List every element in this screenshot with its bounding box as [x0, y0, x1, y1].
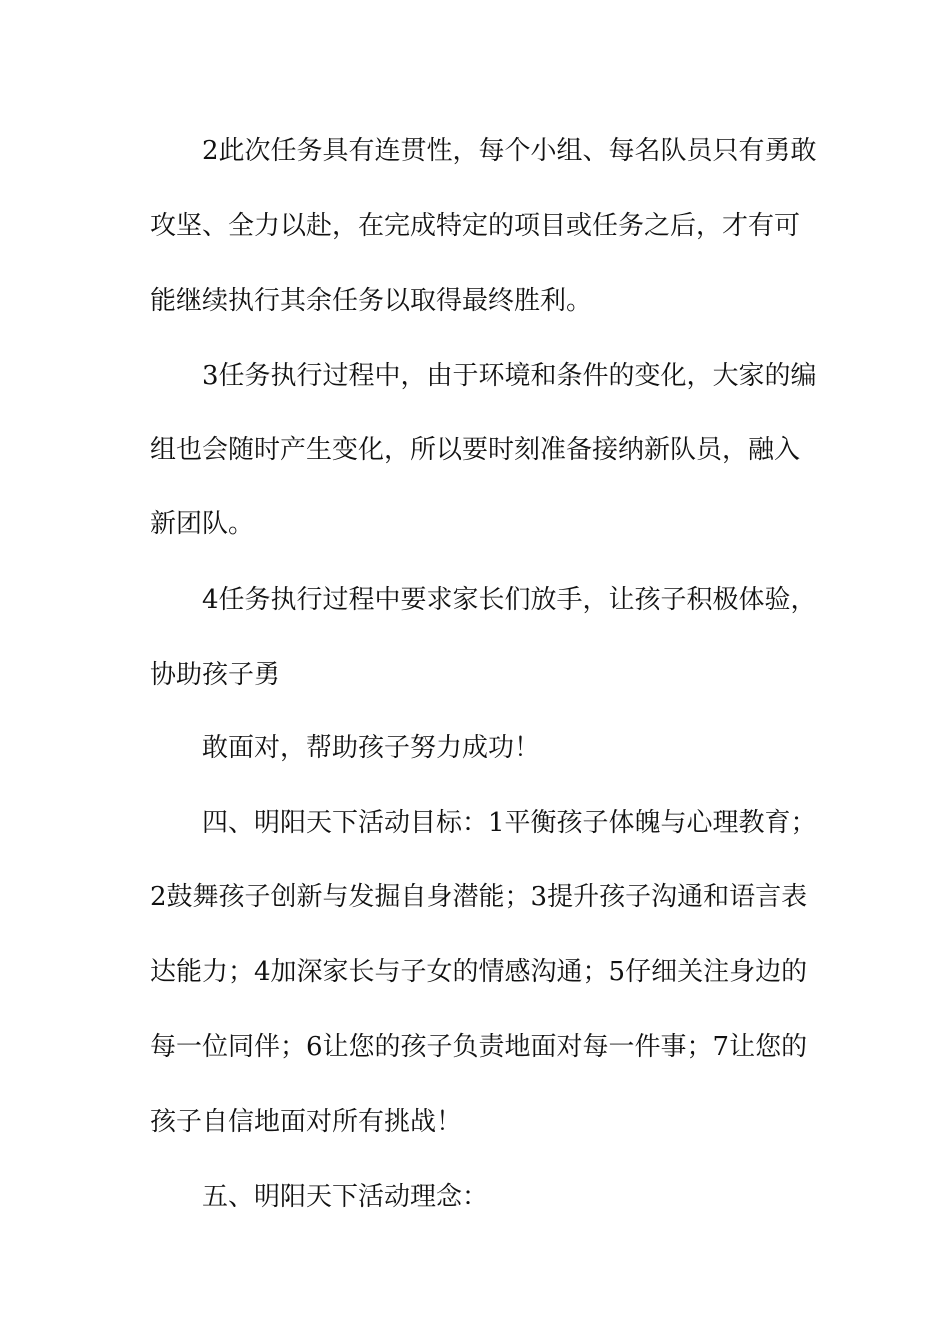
- paragraph-2-line-1: 2此次任务具有连贯性，每个小组、每名队员只有勇敢: [202, 136, 817, 166]
- section-4-line-5: 孩子自信地面对所有挑战！: [150, 1107, 463, 1137]
- section-4-line-4: 每一位同伴；6让您的孩子负责地面对每一件事；7让您的: [150, 1032, 808, 1062]
- paragraph-4b-line-1: 敢面对，帮助孩子努力成功！: [202, 733, 541, 763]
- paragraph-4-line-2: 协助孩子勇: [150, 660, 281, 690]
- section-4-heading-line-1: 四、明阳天下活动目标：1平衡孩子体魄与心理教育；: [202, 808, 817, 838]
- section-4-line-2: 2鼓舞孩子创新与发掘自身潜能；3提升孩子沟通和语言表: [150, 882, 808, 912]
- paragraph-2-line-3: 能继续执行其余任务以取得最终胜利。: [150, 286, 593, 316]
- paragraph-3-line-3: 新团队。: [150, 509, 255, 539]
- paragraph-2-line-2: 攻坚、全力以赴，在完成特定的项目或任务之后，才有可: [150, 211, 801, 241]
- paragraph-4-line-1: 4任务执行过程中要求家长们放手，让孩子积极体验，: [202, 585, 817, 615]
- section-5-heading: 五、明阳天下活动理念：: [202, 1182, 489, 1212]
- section-4-line-3: 达能力；4加深家长与子女的情感沟通；5仔细关注身边的: [150, 957, 808, 987]
- paragraph-3-line-1: 3任务执行过程中，由于环境和条件的变化，大家的编: [202, 361, 817, 391]
- paragraph-3-line-2: 组也会随时产生变化，所以要时刻准备接纳新队员，融入: [150, 435, 801, 465]
